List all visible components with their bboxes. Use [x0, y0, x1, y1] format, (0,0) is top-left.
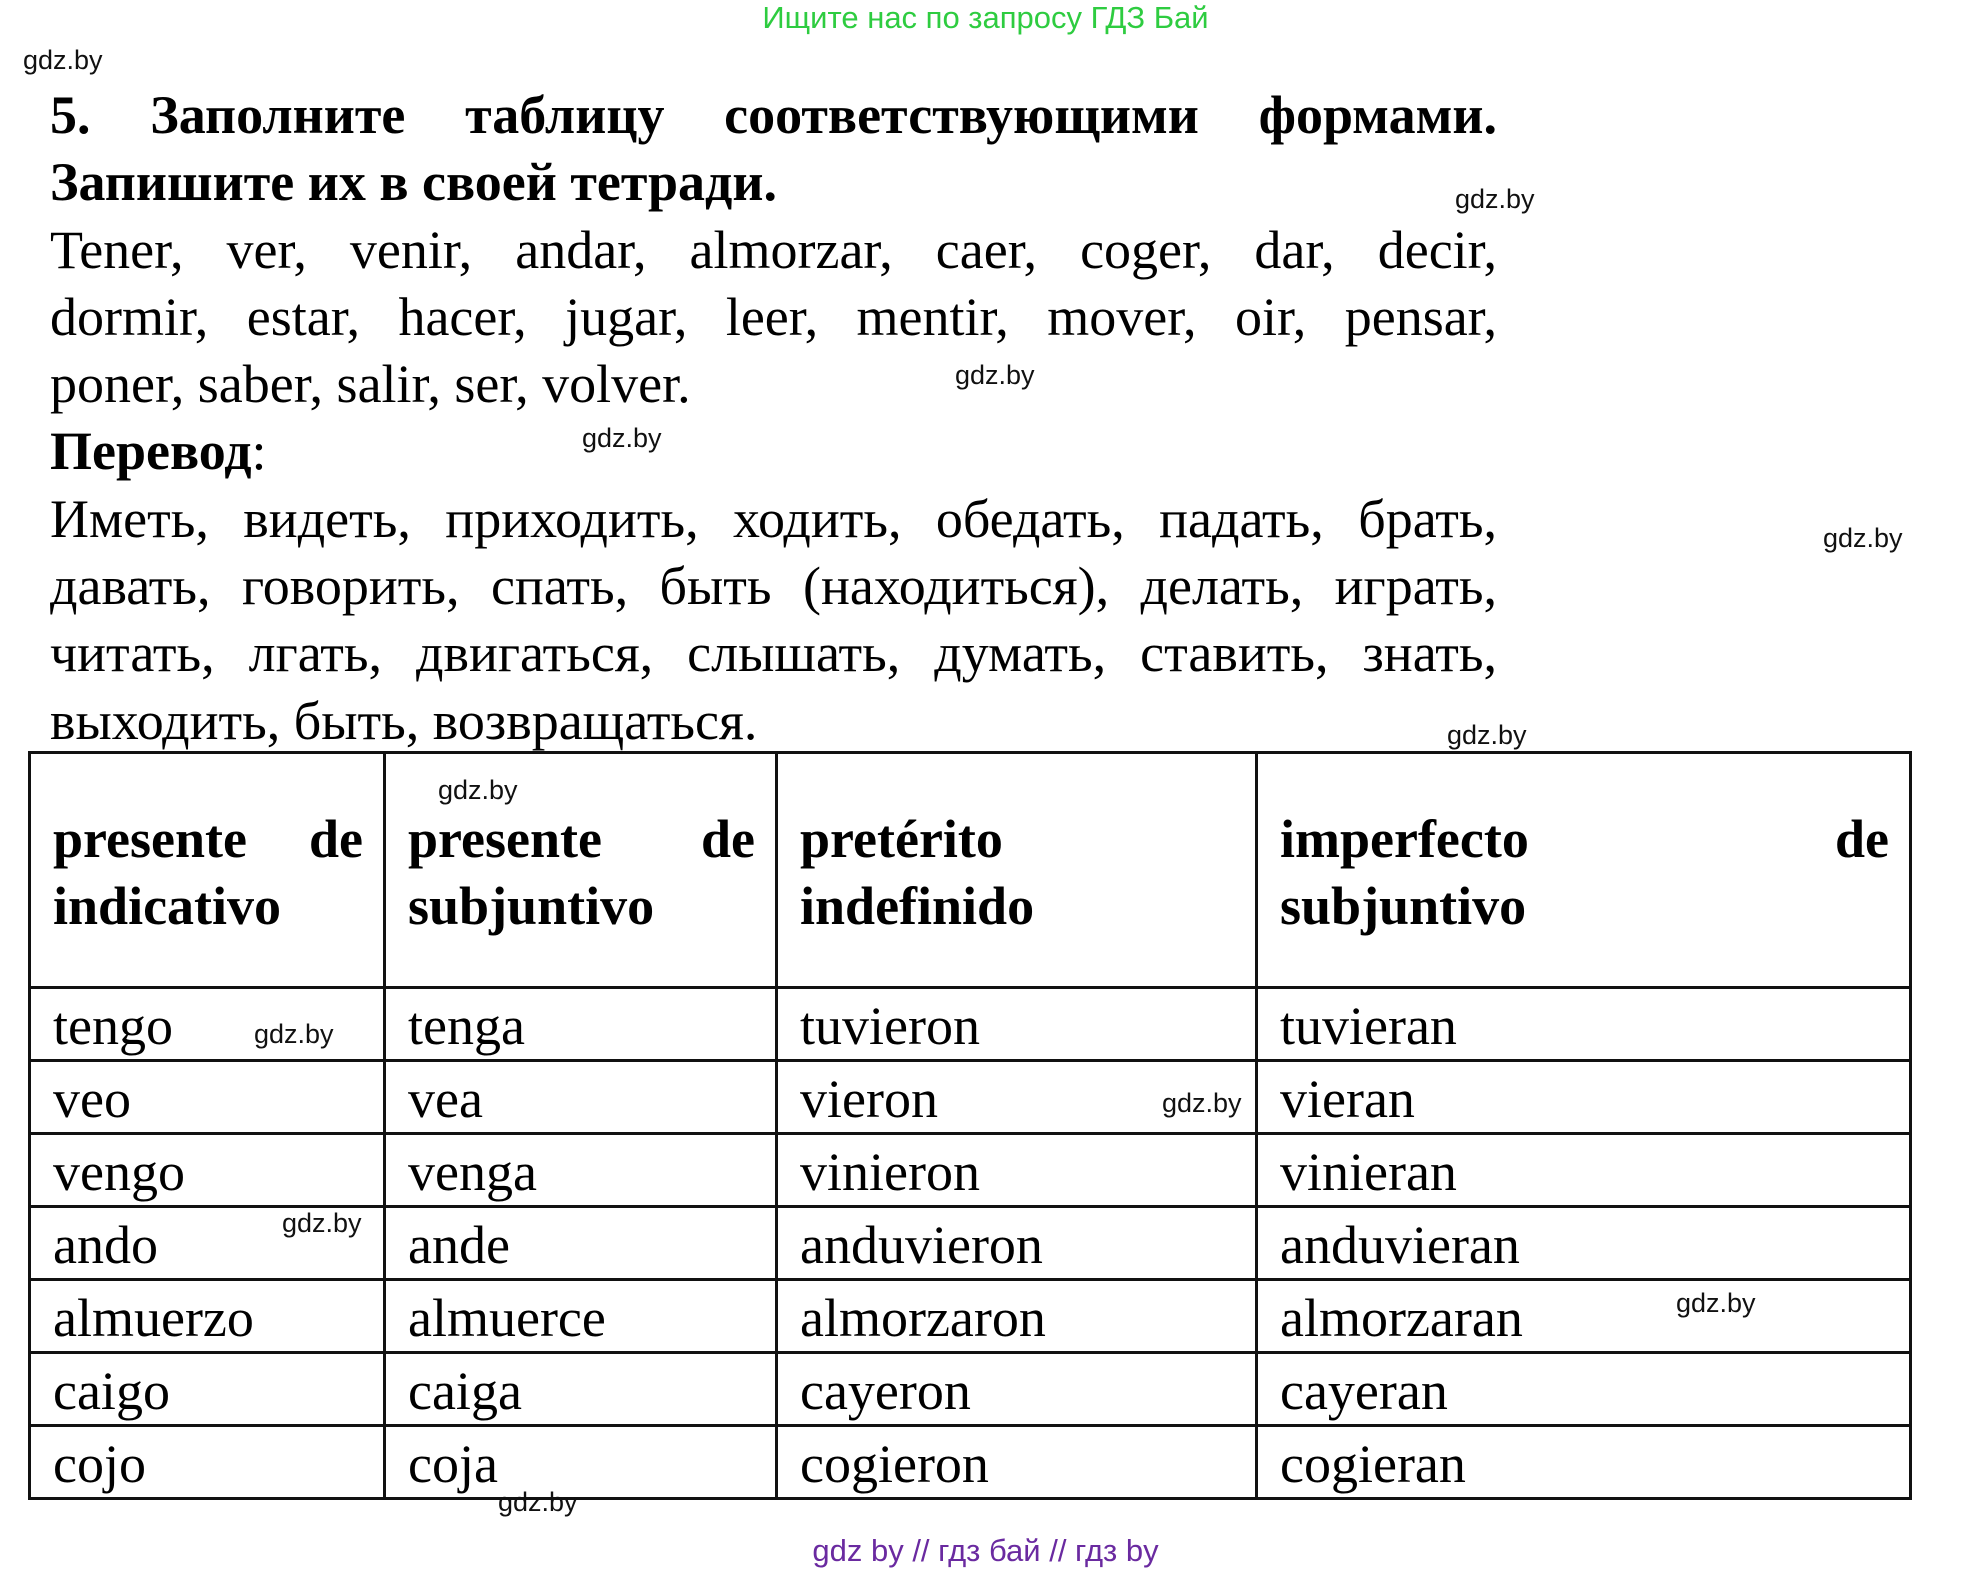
table-cell: cojo [30, 1426, 385, 1499]
footer-links[interactable]: gdz by // гдз бай // гдз by [812, 1533, 1159, 1568]
table-cell: vinieron [777, 1134, 1257, 1207]
verb-line: Tener, ver, venir, andar, almorzar, caer, coger, dar, decir, [50, 219, 1497, 280]
table-row [30, 1061, 1911, 1134]
translation-line: читать, лгать, двигаться, слышать, думать, ставить, знать, [50, 623, 1497, 684]
table-cell: almuerce [385, 1280, 777, 1353]
column-header-line: pretérito [800, 809, 1003, 869]
watermark: gdz.by [498, 1487, 578, 1517]
table-header-row [30, 753, 1911, 988]
verb-line: dormir, estar, hacer, jugar, leer, mentir, mover, oir, pensar, [50, 286, 1497, 347]
column-header-line: imperfecto de [1280, 809, 1889, 869]
table-cell: caigo [30, 1353, 385, 1426]
translation-heading [50, 418, 1497, 485]
column-header [777, 753, 1257, 988]
watermark: gdz.by [23, 45, 103, 75]
column-header-line: subjuntivo [408, 876, 655, 936]
translation-line: Иметь, видеть, приходить, ходить, обедать, падать, брать, [50, 488, 1497, 549]
table-cell: cayeron [777, 1353, 1257, 1426]
table-cell: cayeran [1257, 1353, 1911, 1426]
verb-line: poner, saber, salir, ser, volver. [50, 354, 691, 415]
table-cell: veo [30, 1061, 385, 1134]
table-cell: caiga [385, 1353, 777, 1426]
table-cell: tuvieran [1257, 988, 1911, 1061]
watermark: gdz.by [254, 1019, 334, 1049]
task-title-line: 5. Заполните таблицу соответствующими формами. [50, 85, 1497, 145]
table-cell: anduvieran [1257, 1207, 1911, 1280]
translation-label: Перевод [50, 421, 252, 482]
translation-line: выходить, быть, возвращаться. [50, 690, 758, 751]
table-row [30, 1134, 1911, 1207]
translation-colon: : [251, 421, 267, 482]
table-cell: vinieran [1257, 1134, 1911, 1207]
table-row [30, 1426, 1911, 1499]
watermark: gdz.by [282, 1208, 362, 1238]
column-header-line: indicativo [53, 876, 282, 936]
table-row [30, 1280, 1911, 1353]
table-cell: coja [385, 1426, 777, 1499]
watermark: gdz.by [1676, 1288, 1756, 1318]
table-cell: vea [385, 1061, 777, 1134]
table-cell: venga [385, 1134, 777, 1207]
task-title-line: Запишите их в своей тетради. [50, 152, 777, 213]
watermark: gdz.by [1447, 720, 1527, 750]
table-cell: tuvieron [777, 988, 1257, 1061]
table-cell: almuerzo [30, 1280, 385, 1353]
column-header-line: presente de [408, 809, 755, 869]
translation-line: давать, говорить, спать, быть (находиться), делать, играть, [50, 556, 1497, 617]
table-cell: vieran [1257, 1061, 1911, 1134]
column-header-line: subjuntivo [1280, 876, 1527, 936]
search-banner[interactable]: Ищите нас по запросу ГДЗ Бай [762, 0, 1209, 35]
conjugation-table [28, 751, 1912, 1500]
table-cell: anduvieron [777, 1207, 1257, 1280]
watermark: gdz.by [1455, 184, 1535, 214]
table-cell: almorzaron [777, 1280, 1257, 1353]
table-cell: ande [385, 1207, 777, 1280]
table-cell: tengo [30, 988, 385, 1061]
table-cell: tenga [385, 988, 777, 1061]
column-header-line: presente de [53, 809, 363, 869]
column-header [30, 753, 385, 988]
table-row [30, 1353, 1911, 1426]
column-header [1257, 753, 1911, 988]
table-cell: vengo [30, 1134, 385, 1207]
watermark: gdz.by [955, 360, 1035, 390]
table-cell: ando [30, 1207, 385, 1280]
column-header-line: indefinido [800, 876, 1035, 936]
watermark: gdz.by [1823, 523, 1903, 553]
watermark: gdz.by [438, 775, 518, 805]
table-cell: cogieran [1257, 1426, 1911, 1499]
watermark: gdz.by [582, 423, 662, 453]
table-cell: almorzaran [1257, 1280, 1911, 1353]
task-text [50, 82, 1497, 755]
table-cell: cogieron [777, 1426, 1257, 1499]
watermark: gdz.by [1162, 1088, 1242, 1118]
table-cell: vieron [777, 1061, 1257, 1134]
